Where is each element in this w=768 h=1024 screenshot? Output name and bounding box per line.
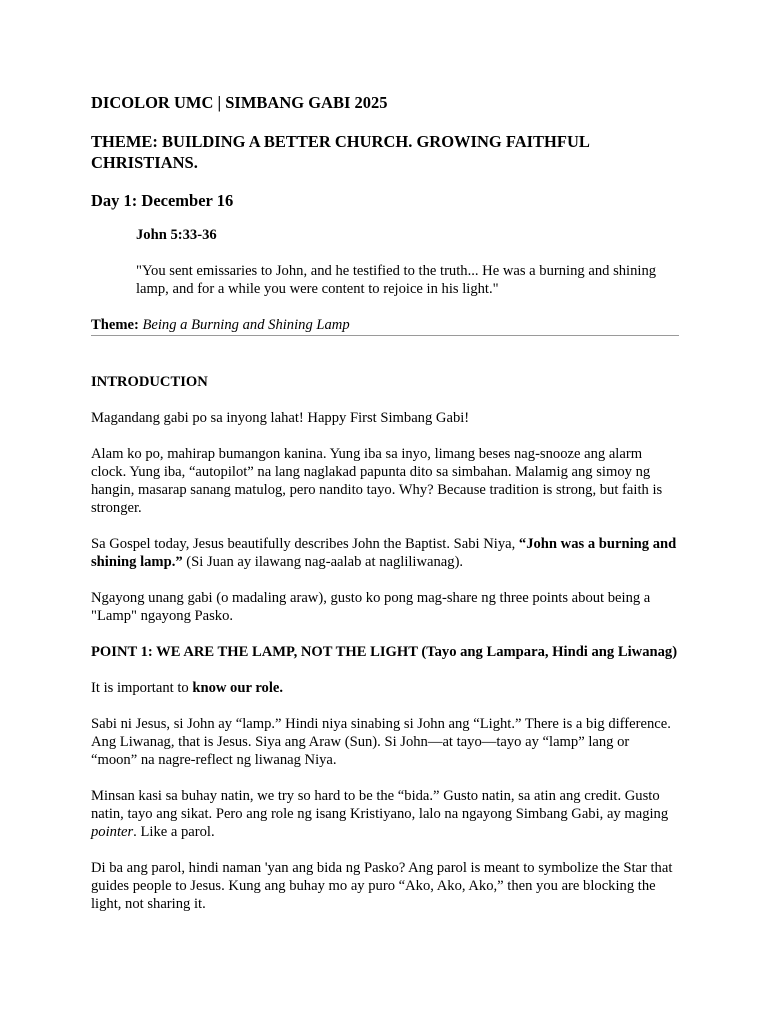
theme-text: Being a Burning and Shining Lamp (142, 317, 350, 333)
church-title: DICOLOR UMC | SIMBANG GABI 2025 (91, 93, 388, 112)
series-theme: THEME: BUILDING A BETTER CHURCH. GROWING FAITHFUL CHRISTIANS. (91, 132, 589, 172)
intro-paragraph-3 (91, 535, 679, 571)
horizontal-divider (91, 335, 679, 336)
sermon-document (91, 92, 679, 913)
point1-p3-italic: pointer (91, 824, 134, 840)
scripture-quote: "You sent emissaries to John, and he testified to the truth... He was a burning and shining lamp, and for a while you were content to rejoice in his light." (136, 263, 657, 297)
scripture-reference: John 5:33-36 (136, 227, 217, 243)
point1-paragraph-3 (91, 787, 679, 841)
point1-paragraph-1 (91, 679, 679, 697)
point1-p1-text: It is important to (91, 680, 193, 696)
intro-paragraph-4: Ngayong unang gabi (o madaling araw), gusto ko pong mag-share ng three points about being a "Lamp" ngayong Pasko. (91, 590, 651, 624)
theme-label: Theme: (91, 317, 139, 333)
intro-p3-translation: (Si Juan ay ilawang nag-aalab at nagliliwanag). (182, 554, 464, 570)
day-heading: Day 1: December 16 (91, 191, 234, 210)
point1-heading: POINT 1: WE ARE THE LAMP, NOT THE LIGHT (Tayo ang Lampara, Hindi ang Liwanag) (91, 644, 678, 660)
intro-p3-quote: “John was a burning and shining lamp.” (91, 536, 677, 570)
introduction-heading: INTRODUCTION (91, 374, 208, 390)
point1-p3-text: Minsan kasi sa buhay natin, we try so hard to be the “bida.” Gusto natin, sa atin ang credit. Gusto natin, tayo ang sikat. Pero ang role ng isang Kristiyano, lalo na ngayong Simbang Gabi, ay maging (91, 788, 669, 822)
intro-paragraph-1: Magandang gabi po sa inyong lahat! Happy First Simbang Gabi! (91, 410, 470, 426)
intro-paragraph-2: Alam ko po, mahirap bumangon kanina. Yung iba sa inyo, limang beses nag-snooze ang alarm clock. Yung iba, “autopilot” na lang naglakad papunta dito sa simbahan. Malamig ang simoy ng hangin, masarap sanang matulog, pero nandito tayo. Why? Because tradition is strong, but faith is stronger. (91, 446, 663, 516)
point1-p1-emphasis: know our role. (192, 680, 284, 696)
point1-p3-end: . Like a parol. (133, 824, 215, 840)
point1-paragraph-2: Sabi ni Jesus, si John ay “lamp.” Hindi niya sinabing si John ang “Light.” There is a big difference. Ang Liwanag, that is Jesus. Siya ang Araw (Sun). Si John—at tayo—tayo ay “lamp” lang or “moon” na nagre-reflect ng liwanag Niya. (91, 716, 671, 768)
point1-paragraph-4: Di ba ang parol, hindi naman 'yan ang bida ng Pasko? Ang parol is meant to symbolize the Star that guides people to Jesus. Kung ang buhay mo ay puro “Ako, Ako, Ako,” then you are blocking the light, not sharing it. (91, 860, 673, 912)
theme-line (91, 316, 679, 334)
intro-p3-text: Sa Gospel today, Jesus beautifully describes John the Baptist. Sabi Niya, (91, 536, 519, 552)
